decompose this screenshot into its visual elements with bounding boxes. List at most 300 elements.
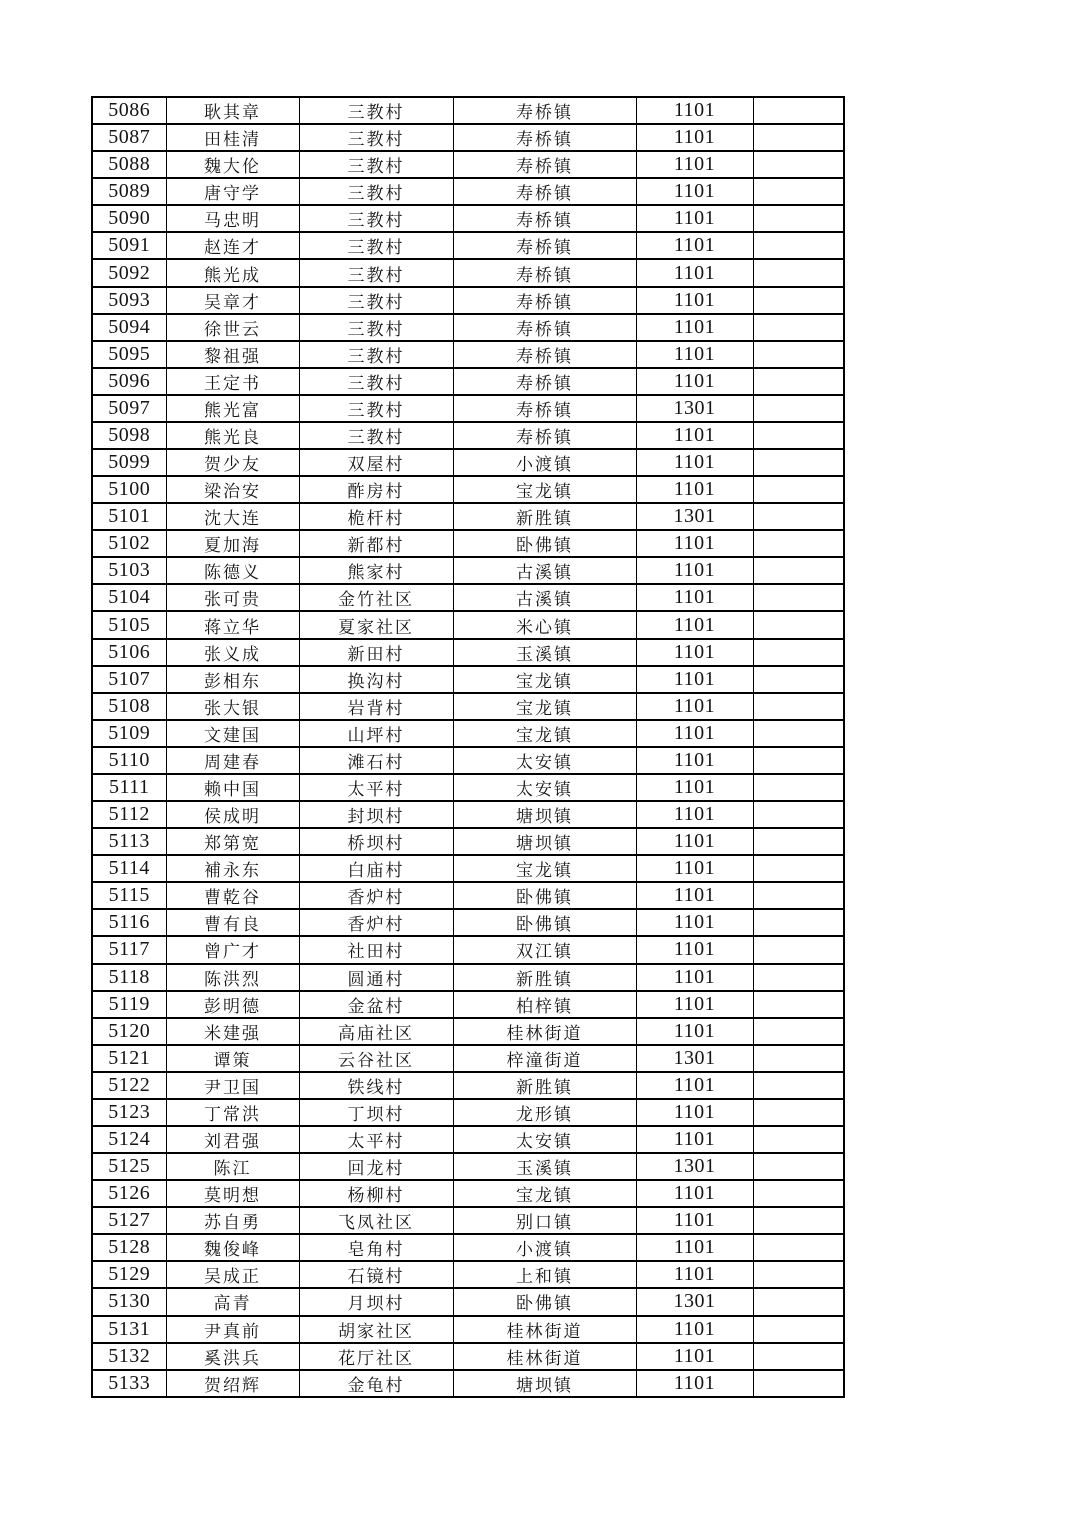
village-cell: 云谷社区 — [299, 1045, 453, 1072]
table-row — [92, 611, 844, 638]
town-cell: 玉溪镇 — [453, 639, 636, 666]
town-cell: 宝龙镇 — [453, 666, 636, 693]
id-cell: 5105 — [92, 611, 166, 638]
town-cell: 塘坝镇 — [453, 1370, 636, 1397]
id-cell: 5118 — [92, 964, 166, 991]
name-cell: 梁治安 — [166, 476, 299, 503]
blank-cell — [753, 1153, 844, 1180]
town-cell: 寿桥镇 — [453, 368, 636, 395]
code-cell: 1101 — [636, 205, 753, 232]
village-cell: 石镜村 — [299, 1261, 453, 1288]
table-row — [92, 97, 844, 124]
blank-cell — [753, 124, 844, 151]
name-cell: 曹乾谷 — [166, 882, 299, 909]
code-cell: 1301 — [636, 1288, 753, 1315]
village-cell: 飞凤社区 — [299, 1207, 453, 1234]
town-cell: 寿桥镇 — [453, 395, 636, 422]
name-cell: 曾广才 — [166, 936, 299, 963]
village-cell: 新都村 — [299, 530, 453, 557]
blank-cell — [753, 936, 844, 963]
name-cell: 尹卫国 — [166, 1072, 299, 1099]
village-cell: 夏家社区 — [299, 611, 453, 638]
blank-cell — [753, 1045, 844, 1072]
code-cell: 1101 — [636, 422, 753, 449]
code-cell: 1101 — [636, 314, 753, 341]
town-cell: 宝龙镇 — [453, 855, 636, 882]
table-row — [92, 368, 844, 395]
table-row — [92, 124, 844, 151]
village-cell: 山坪村 — [299, 720, 453, 747]
table-row — [92, 287, 844, 314]
village-cell: 杨柳村 — [299, 1180, 453, 1207]
id-cell: 5127 — [92, 1207, 166, 1234]
blank-cell — [753, 449, 844, 476]
id-cell: 5095 — [92, 341, 166, 368]
id-cell: 5094 — [92, 314, 166, 341]
blank-cell — [753, 909, 844, 936]
town-cell: 小渡镇 — [453, 1234, 636, 1261]
id-cell: 5121 — [92, 1045, 166, 1072]
code-cell: 1101 — [636, 828, 753, 855]
town-cell: 米心镇 — [453, 611, 636, 638]
id-cell: 5120 — [92, 1018, 166, 1045]
table-row — [92, 666, 844, 693]
village-cell: 三教村 — [299, 341, 453, 368]
blank-cell — [753, 801, 844, 828]
blank-cell — [753, 828, 844, 855]
town-cell: 卧佛镇 — [453, 1288, 636, 1315]
table-row — [92, 395, 844, 422]
name-cell: 吴成正 — [166, 1261, 299, 1288]
code-cell: 1101 — [636, 287, 753, 314]
town-cell: 宝龙镇 — [453, 1180, 636, 1207]
id-cell: 5091 — [92, 232, 166, 259]
code-cell: 1101 — [636, 476, 753, 503]
table-row — [92, 1288, 844, 1315]
village-cell: 胡家社区 — [299, 1316, 453, 1343]
blank-cell — [753, 1207, 844, 1234]
table-row — [92, 232, 844, 259]
village-cell: 三教村 — [299, 395, 453, 422]
name-cell: 徐世云 — [166, 314, 299, 341]
town-cell: 寿桥镇 — [453, 205, 636, 232]
town-cell: 别口镇 — [453, 1207, 636, 1234]
code-cell: 1101 — [636, 1072, 753, 1099]
table-row — [92, 1370, 844, 1397]
id-cell: 5099 — [92, 449, 166, 476]
blank-cell — [753, 476, 844, 503]
town-cell: 太安镇 — [453, 747, 636, 774]
blank-cell — [753, 503, 844, 530]
id-cell: 5087 — [92, 124, 166, 151]
town-cell: 古溪镇 — [453, 557, 636, 584]
table-row — [92, 1045, 844, 1072]
name-cell: 文建国 — [166, 720, 299, 747]
table-row — [92, 747, 844, 774]
code-cell: 1101 — [636, 368, 753, 395]
village-cell: 皂角村 — [299, 1234, 453, 1261]
blank-cell — [753, 259, 844, 286]
id-cell: 5090 — [92, 205, 166, 232]
code-cell: 1101 — [636, 1099, 753, 1126]
name-cell: 赵连才 — [166, 232, 299, 259]
name-cell: 奚洪兵 — [166, 1343, 299, 1370]
name-cell: 陈江 — [166, 1153, 299, 1180]
blank-cell — [753, 1370, 844, 1397]
table-row — [92, 314, 844, 341]
village-cell: 白庙村 — [299, 855, 453, 882]
id-cell: 5089 — [92, 178, 166, 205]
id-cell: 5102 — [92, 530, 166, 557]
name-cell: 张可贵 — [166, 584, 299, 611]
town-cell: 寿桥镇 — [453, 422, 636, 449]
village-cell: 金竹社区 — [299, 584, 453, 611]
blank-cell — [753, 232, 844, 259]
table-row — [92, 557, 844, 584]
id-cell: 5115 — [92, 882, 166, 909]
village-cell: 三教村 — [299, 314, 453, 341]
blank-cell — [753, 557, 844, 584]
name-cell: 谭策 — [166, 1045, 299, 1072]
code-cell: 1101 — [636, 341, 753, 368]
village-cell: 回龙村 — [299, 1153, 453, 1180]
code-cell: 1101 — [636, 1370, 753, 1397]
table-row — [92, 178, 844, 205]
id-cell: 5103 — [92, 557, 166, 584]
blank-cell — [753, 341, 844, 368]
table-row — [92, 936, 844, 963]
town-cell: 双江镇 — [453, 936, 636, 963]
table-row — [92, 882, 844, 909]
town-cell: 寿桥镇 — [453, 341, 636, 368]
code-cell: 1301 — [636, 1045, 753, 1072]
blank-cell — [753, 964, 844, 991]
village-cell: 香炉村 — [299, 882, 453, 909]
table-row — [92, 991, 844, 1018]
name-cell: 熊光良 — [166, 422, 299, 449]
id-cell: 5128 — [92, 1234, 166, 1261]
table-row — [92, 1018, 844, 1045]
name-cell: 補永东 — [166, 855, 299, 882]
village-cell: 月坝村 — [299, 1288, 453, 1315]
table-row — [92, 909, 844, 936]
table-row — [92, 584, 844, 611]
table-row — [92, 1072, 844, 1099]
blank-cell — [753, 747, 844, 774]
code-cell: 1301 — [636, 395, 753, 422]
town-cell: 太安镇 — [453, 774, 636, 801]
id-cell: 5113 — [92, 828, 166, 855]
village-cell: 三教村 — [299, 124, 453, 151]
town-cell: 寿桥镇 — [453, 259, 636, 286]
town-cell: 宝龙镇 — [453, 720, 636, 747]
name-cell: 贺少友 — [166, 449, 299, 476]
id-cell: 5130 — [92, 1288, 166, 1315]
town-cell: 塘坝镇 — [453, 828, 636, 855]
blank-cell — [753, 287, 844, 314]
code-cell: 1101 — [636, 124, 753, 151]
blank-cell — [753, 774, 844, 801]
village-cell: 三教村 — [299, 259, 453, 286]
id-cell: 5101 — [92, 503, 166, 530]
blank-cell — [753, 530, 844, 557]
name-cell: 马忠明 — [166, 205, 299, 232]
code-cell: 1101 — [636, 991, 753, 1018]
code-cell: 1101 — [636, 1018, 753, 1045]
village-cell: 三教村 — [299, 287, 453, 314]
id-cell: 5106 — [92, 639, 166, 666]
id-cell: 5123 — [92, 1099, 166, 1126]
code-cell: 1101 — [636, 1261, 753, 1288]
code-cell: 1101 — [636, 666, 753, 693]
town-cell: 桂林街道 — [453, 1343, 636, 1370]
code-cell: 1101 — [636, 801, 753, 828]
name-cell: 周建春 — [166, 747, 299, 774]
village-cell: 桅杆村 — [299, 503, 453, 530]
code-cell: 1101 — [636, 611, 753, 638]
blank-cell — [753, 1099, 844, 1126]
id-cell: 5132 — [92, 1343, 166, 1370]
code-cell: 1101 — [636, 151, 753, 178]
code-cell: 1101 — [636, 259, 753, 286]
village-cell: 社田村 — [299, 936, 453, 963]
code-cell: 1101 — [636, 97, 753, 124]
name-cell: 王定书 — [166, 368, 299, 395]
code-cell: 1101 — [636, 774, 753, 801]
name-cell: 彭明德 — [166, 991, 299, 1018]
id-cell: 5111 — [92, 774, 166, 801]
blank-cell — [753, 395, 844, 422]
name-cell: 米建强 — [166, 1018, 299, 1045]
village-cell: 三教村 — [299, 422, 453, 449]
town-cell: 寿桥镇 — [453, 314, 636, 341]
name-cell: 吴章才 — [166, 287, 299, 314]
table-row — [92, 855, 844, 882]
table-row — [92, 693, 844, 720]
name-cell: 张大银 — [166, 693, 299, 720]
id-cell: 5117 — [92, 936, 166, 963]
town-cell: 新胜镇 — [453, 964, 636, 991]
blank-cell — [753, 178, 844, 205]
code-cell: 1101 — [636, 747, 753, 774]
village-cell: 三教村 — [299, 205, 453, 232]
table-row — [92, 1180, 844, 1207]
blank-cell — [753, 1343, 844, 1370]
village-cell: 圆通村 — [299, 964, 453, 991]
name-cell: 熊光富 — [166, 395, 299, 422]
village-cell: 桥坝村 — [299, 828, 453, 855]
id-cell: 5107 — [92, 666, 166, 693]
town-cell: 寿桥镇 — [453, 232, 636, 259]
blank-cell — [753, 639, 844, 666]
town-cell: 上和镇 — [453, 1261, 636, 1288]
town-cell: 卧佛镇 — [453, 530, 636, 557]
code-cell: 1101 — [636, 1343, 753, 1370]
blank-cell — [753, 991, 844, 1018]
id-cell: 5108 — [92, 693, 166, 720]
table-row — [92, 1126, 844, 1153]
name-cell: 沈大连 — [166, 503, 299, 530]
id-cell: 5093 — [92, 287, 166, 314]
village-cell: 高庙社区 — [299, 1018, 453, 1045]
table-row — [92, 1153, 844, 1180]
village-cell: 丁坝村 — [299, 1099, 453, 1126]
blank-cell — [753, 1180, 844, 1207]
village-cell: 三教村 — [299, 97, 453, 124]
table-row — [92, 720, 844, 747]
table-row — [92, 1207, 844, 1234]
name-cell: 陈洪烈 — [166, 964, 299, 991]
table-row — [92, 259, 844, 286]
town-cell: 古溪镇 — [453, 584, 636, 611]
table-row — [92, 476, 844, 503]
table-row — [92, 1099, 844, 1126]
name-cell: 曹有良 — [166, 909, 299, 936]
name-cell: 刘君强 — [166, 1126, 299, 1153]
id-cell: 5114 — [92, 855, 166, 882]
village-cell: 岩背村 — [299, 693, 453, 720]
town-cell: 宝龙镇 — [453, 476, 636, 503]
table-row — [92, 205, 844, 232]
table-row — [92, 151, 844, 178]
name-cell: 苏自勇 — [166, 1207, 299, 1234]
id-cell: 5119 — [92, 991, 166, 1018]
name-cell: 唐守学 — [166, 178, 299, 205]
id-cell: 5112 — [92, 801, 166, 828]
id-cell: 5088 — [92, 151, 166, 178]
table-row — [92, 828, 844, 855]
id-cell: 5124 — [92, 1126, 166, 1153]
blank-cell — [753, 1288, 844, 1315]
village-cell: 新田村 — [299, 639, 453, 666]
name-cell: 蒋立华 — [166, 611, 299, 638]
table-row — [92, 422, 844, 449]
name-cell: 丁常洪 — [166, 1099, 299, 1126]
code-cell: 1101 — [636, 557, 753, 584]
name-cell: 陈德义 — [166, 557, 299, 584]
village-cell: 酢房村 — [299, 476, 453, 503]
town-cell: 寿桥镇 — [453, 178, 636, 205]
name-cell: 赖中国 — [166, 774, 299, 801]
town-cell: 寿桥镇 — [453, 97, 636, 124]
id-cell: 5100 — [92, 476, 166, 503]
table-row — [92, 1316, 844, 1343]
table-row — [92, 1343, 844, 1370]
id-cell: 5122 — [92, 1072, 166, 1099]
blank-cell — [753, 1072, 844, 1099]
blank-cell — [753, 611, 844, 638]
village-cell: 熊家村 — [299, 557, 453, 584]
code-cell: 1101 — [636, 693, 753, 720]
town-cell: 宝龙镇 — [453, 693, 636, 720]
town-cell: 新胜镇 — [453, 503, 636, 530]
blank-cell — [753, 205, 844, 232]
code-cell: 1101 — [636, 232, 753, 259]
name-cell: 莫明想 — [166, 1180, 299, 1207]
code-cell: 1101 — [636, 936, 753, 963]
id-cell: 5104 — [92, 584, 166, 611]
blank-cell — [753, 97, 844, 124]
blank-cell — [753, 1261, 844, 1288]
name-cell: 尹真前 — [166, 1316, 299, 1343]
table-row — [92, 801, 844, 828]
code-cell: 1101 — [636, 1207, 753, 1234]
blank-cell — [753, 1316, 844, 1343]
blank-cell — [753, 720, 844, 747]
town-cell: 玉溪镇 — [453, 1153, 636, 1180]
blank-cell — [753, 422, 844, 449]
name-cell: 夏加海 — [166, 530, 299, 557]
code-cell: 1301 — [636, 503, 753, 530]
blank-cell — [753, 693, 844, 720]
village-cell: 换沟村 — [299, 666, 453, 693]
name-cell: 张义成 — [166, 639, 299, 666]
code-cell: 1101 — [636, 449, 753, 476]
code-cell: 1101 — [636, 1234, 753, 1261]
name-cell: 贺绍辉 — [166, 1370, 299, 1397]
id-cell: 5096 — [92, 368, 166, 395]
id-cell: 5116 — [92, 909, 166, 936]
table-row — [92, 530, 844, 557]
town-cell: 桂林街道 — [453, 1018, 636, 1045]
id-cell: 5126 — [92, 1180, 166, 1207]
village-cell: 香炉村 — [299, 909, 453, 936]
village-cell: 封坝村 — [299, 801, 453, 828]
code-cell: 1101 — [636, 639, 753, 666]
table-row — [92, 639, 844, 666]
code-cell: 1101 — [636, 530, 753, 557]
village-cell: 三教村 — [299, 368, 453, 395]
name-cell: 侯成明 — [166, 801, 299, 828]
town-cell: 新胜镇 — [453, 1072, 636, 1099]
table-row — [92, 1234, 844, 1261]
village-cell: 滩石村 — [299, 747, 453, 774]
town-cell: 寿桥镇 — [453, 287, 636, 314]
code-cell: 1301 — [636, 1153, 753, 1180]
table-row — [92, 964, 844, 991]
id-cell: 5131 — [92, 1316, 166, 1343]
code-cell: 1101 — [636, 1126, 753, 1153]
name-cell: 黎祖强 — [166, 341, 299, 368]
village-cell: 双屋村 — [299, 449, 453, 476]
village-cell: 三教村 — [299, 178, 453, 205]
town-cell: 小渡镇 — [453, 449, 636, 476]
name-cell: 魏大伦 — [166, 151, 299, 178]
name-cell: 郑第宽 — [166, 828, 299, 855]
table-row — [92, 503, 844, 530]
id-cell: 5097 — [92, 395, 166, 422]
code-cell: 1101 — [636, 178, 753, 205]
village-cell: 太平村 — [299, 1126, 453, 1153]
village-cell: 三教村 — [299, 232, 453, 259]
code-cell: 1101 — [636, 882, 753, 909]
village-cell: 铁线村 — [299, 1072, 453, 1099]
blank-cell — [753, 1018, 844, 1045]
blank-cell — [753, 882, 844, 909]
blank-cell — [753, 855, 844, 882]
table-body — [92, 97, 844, 1397]
name-cell: 田桂清 — [166, 124, 299, 151]
name-cell: 高青 — [166, 1288, 299, 1315]
id-cell: 5109 — [92, 720, 166, 747]
code-cell: 1101 — [636, 964, 753, 991]
id-cell: 5098 — [92, 422, 166, 449]
name-cell: 魏俊峰 — [166, 1234, 299, 1261]
town-cell: 龙形镇 — [453, 1099, 636, 1126]
town-cell: 寿桥镇 — [453, 124, 636, 151]
blank-cell — [753, 584, 844, 611]
code-cell: 1101 — [636, 1180, 753, 1207]
